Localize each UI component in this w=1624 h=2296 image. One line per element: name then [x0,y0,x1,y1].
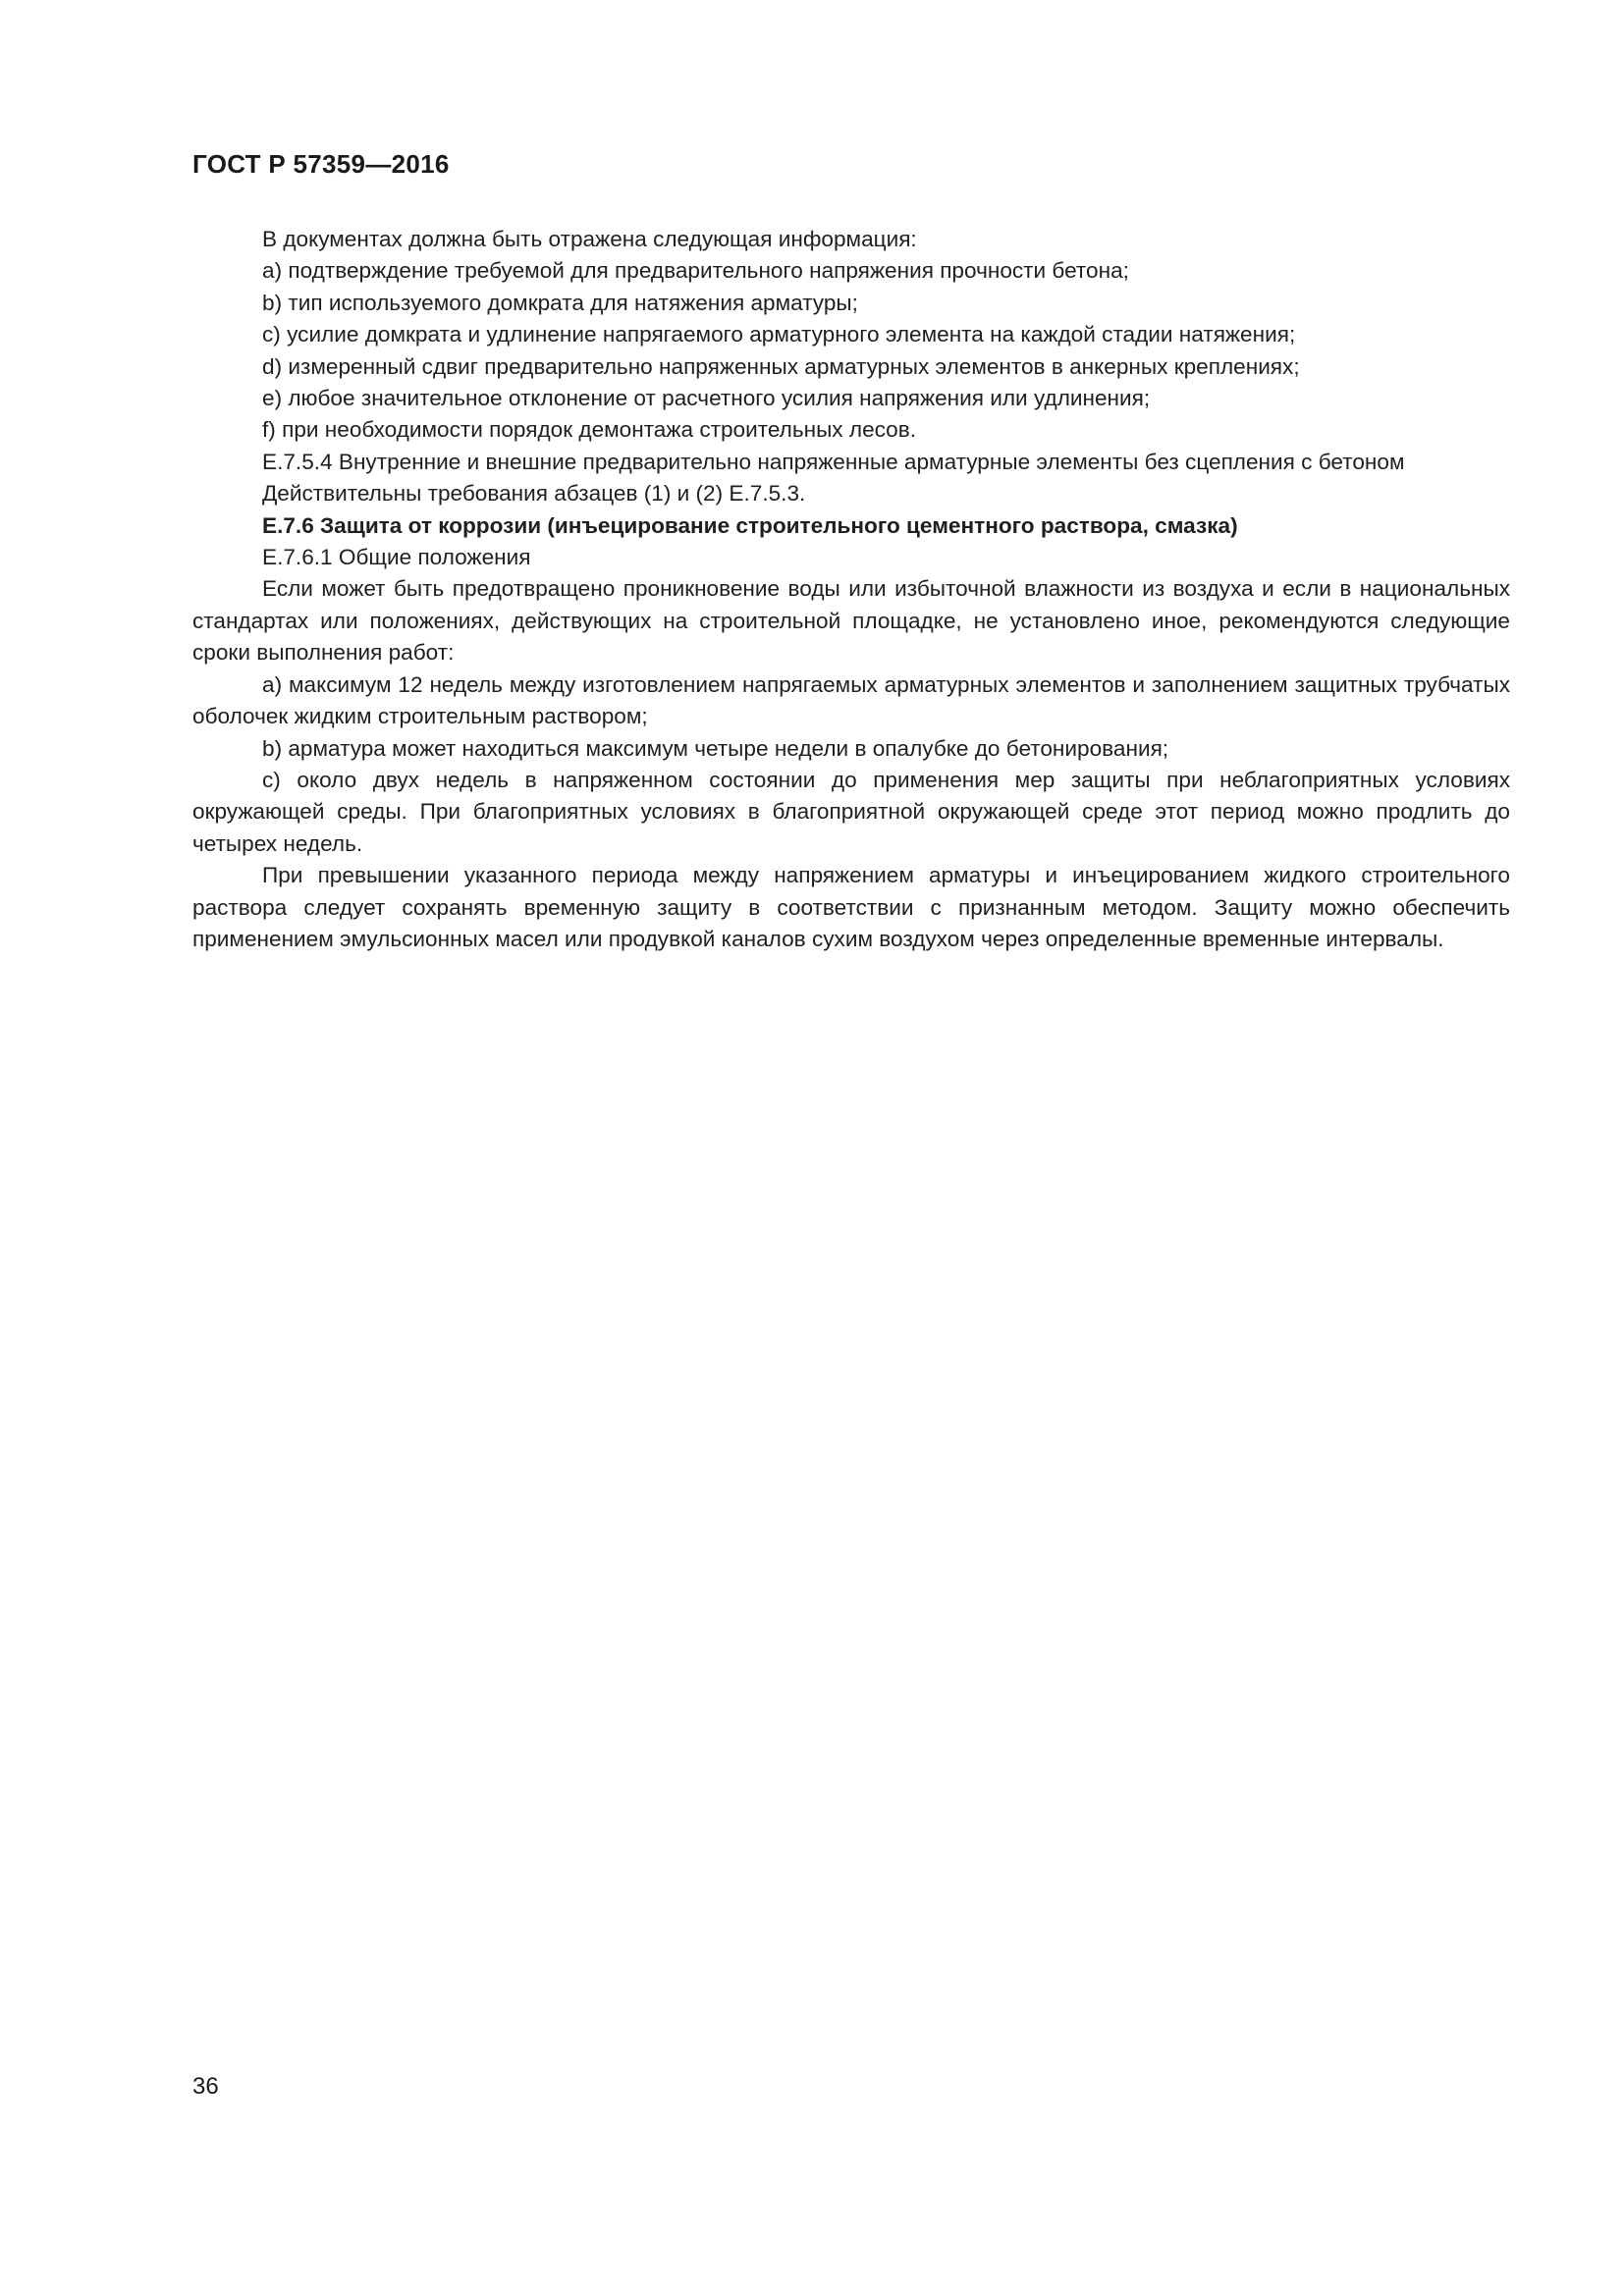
clause-e754-text: Действительны требования абзацев (1) и (2) Е.7.5.3. [262,481,806,507]
clause-e754-title: Е.7.5.4 Внутренние и внешние предварительно напряженные арматурные элементы без сцепления с бетоном [262,449,1405,474]
section-e76-heading: Е.7.6 Защита от коррозии (инъецирование строительного цементного раствора, смазка) [262,512,1238,538]
clause-e761-title: Е.7.6.1 Общие положения [262,545,531,570]
list-item-e: е) любое значительное отклонение от расчетного усилия напряжения или удлинения; [262,386,1151,411]
page-number: 36 [192,2073,219,2100]
term-item-b: b) арматура может находиться максимум четыре недели в опалубке до бетонирования; [262,735,1169,761]
list-item-a: а) подтверждение требуемой для предварительного напряжения прочности бетона; [262,258,1129,284]
list-item-c: с) усилие домкрата и удлинение напрягаемого арматурного элемента на каждой стадии натяжения; [262,322,1296,347]
list-item-b: b) тип используемого домкрата для натяжения арматуры; [262,290,858,315]
intro-paragraph: В документах должна быть отражена следующая информация: [262,227,917,251]
term-item-c: с) около двух недель в напряженном состоянии до применения мер защиты при неблагоприятных условиях окружающей среды. При благоприятных условиях в благоприятной окружающей среде этот период можно продлить до четырех недель. [192,767,1510,856]
general-paragraph: Если может быть предотвращено проникновение воды или избыточной влажности из воздуха и если в национальных стандартах или положениях, действующих на строительной площадке, не установлено иное, рекомендуются следующие сроки выполнения работ: [192,576,1510,666]
document-code-header: ГОСТ Р 57359—2016 [192,149,450,179]
list-item-f: f) при необходимости порядок демонтажа строительных лесов. [262,417,917,443]
exceed-paragraph: При превышении указанного периода между напряжением арматуры и инъецированием жидкого строительного раствора следует сохранять временную защиту в соответствии с признанным методом. Защиту можно обеспечить применением эмульсионных масел или продувкой каналов сухим воздухом через определенные временные интервалы. [192,863,1510,951]
term-item-a: а) максимум 12 недель между изготовлением напрягаемых арматурных элементов и заполнением защитных трубчатых оболочек жидким строительным раствором; [192,671,1510,729]
list-item-d: d) измеренный сдвиг предварительно напряженных арматурных элементов в анкерных креплениях; [262,353,1300,379]
document-body [192,224,1510,955]
